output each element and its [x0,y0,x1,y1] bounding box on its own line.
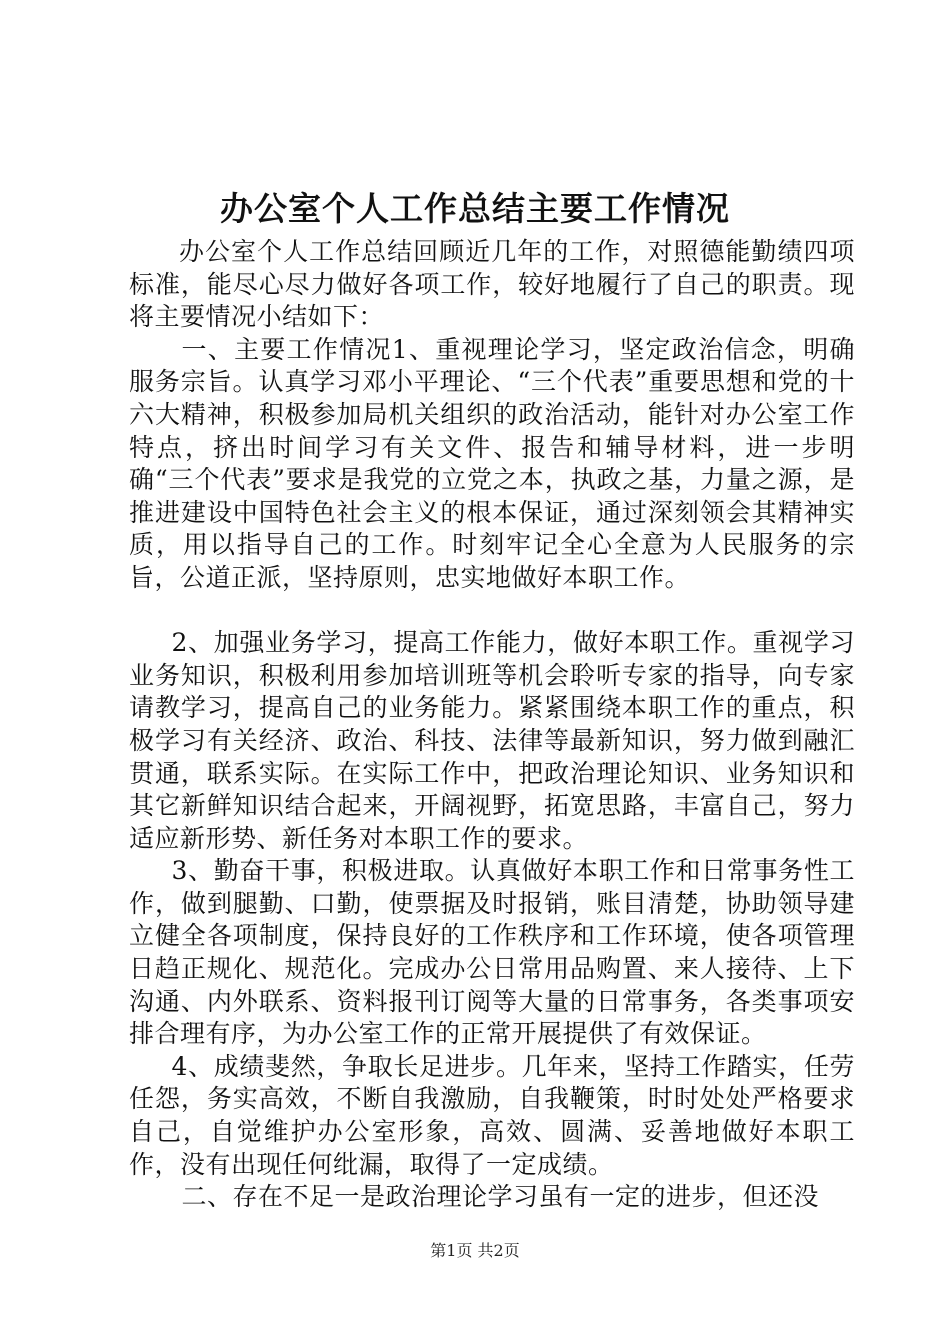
page-footer: 第1页 共2页 [430,1241,520,1260]
paragraph-main-work-4: 4、成绩斐然，争取长足进步。几年来，坚持工作踏实，任劳任怨，务实高效，不断自我激励，自我鞭策，时时处处严格要求自己，自觉维护办公室形象，高效、圆满、妥善地做好本职工作，没有出现任何纰漏，取得了一定成绩。 [129,1051,855,1179]
paragraph-main-work-3: 3、勤奋干事，积极进取。认真做好本职工作和日常事务性工作，做到腿勤、口勤，使票据及时报销，账目清楚，协助领导建立健全各项制度，保持良好的工作秩序和工作环境，使各项管理日趋正规化、规范化。完成办公日常用品购置、来人接待、上下沟通、内外联系、资料报刊订阅等大量的日常事务，各类事项安排合理有序，为办公室工作的正常开展提供了有效保证。 [129,856,855,1049]
document-body [129,236,855,1214]
paragraph-main-work-1: 一、主要工作情况1、重视理论学习，坚定政治信念，明确服务宗旨。认真学习邓小平理论、“三个代表”重要思想和党的十六大精神，积极参加局机关组织的政治活动，能针对办公室工作特点，挤出时间学习有关文件、报告和辅导材料，进一步明确“三个代表”要求是我党的立党之本，执政之基，力量之源，是推进建设中国特色社会主义的根本保证，通过深刻领会其精神实质，用以指导自己的工作。时刻牢记全心全意为人民服务的宗旨，公道正派，坚持原则，忠实地做好本职工作。 [129,334,855,592]
paragraph-main-work-2: 2、加强业务学习，提高工作能力，做好本职工作。重视学习业务知识，积极利用参加培训班等机会聆听专家的指导，向专家请教学习，提高自己的业务能力。紧紧围绕本职工作的重点，积极学习有关经济、政治、科技、法律等最新知识，努力做到融汇贯通，联系实际。在实际工作中，把政治理论知识、业务知识和其它新鲜知识结合起来，开阔视野，拓宽思路，丰富自己，努力适应新形势、新任务对本职工作的要求。 [129,628,855,853]
document-title: 办公室个人工作总结主要工作情况 [220,189,730,228]
paragraph-intro: 办公室个人工作总结回顾近几年的工作，对照德能勤绩四项标准，能尽心尽力做好各项工作，较好地履行了自己的职责。现将主要情况小结如下： [129,237,855,332]
paragraph-shortcomings: 二、存在不足一是政治理论学习虽有一定的进步，但还没 [181,1182,820,1212]
